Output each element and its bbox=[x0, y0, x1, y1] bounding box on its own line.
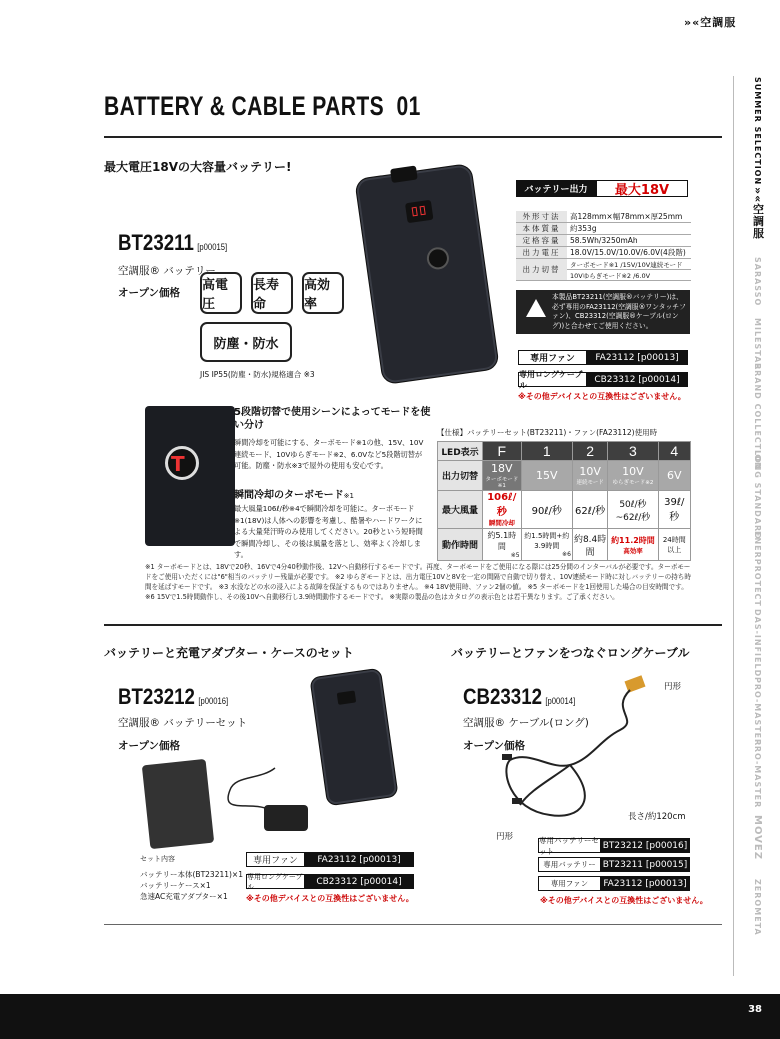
cable-compat-fan: 専用ファン FA23112 [p00013] bbox=[538, 876, 690, 891]
feature-badge-efficiency: 高効率 bbox=[302, 272, 344, 314]
spec-row: 本体質量 約353g bbox=[516, 223, 691, 235]
cable-image bbox=[490, 670, 690, 830]
sidebar-item-long[interactable]: LONG STANDARD bbox=[753, 450, 762, 540]
compat-cable: 専用ロングケーブル CB23312 [p00014] bbox=[518, 372, 688, 387]
footnotes: ※1 ターボモードとは、18Vで20秒、16Vで4分40秒動作後、12Vへ自動移行するモードです。再度、ターボモードをご使用になる際には25分間のインターバルが必要です。ターボモードをご使用いただくには"6"相当のバッテリー残量が必要です。 ※2 ゆらぎモードとは、出力電圧10Vと8Vを一定の間隔で自動で切り替え、10V連続モード時に対しバッテリーの持ち時間を延ばすモードです。 ※3 水没などの水の浸入による故障を保証するものではありません。 ※4 18V使用時、ファン2個の値。 ※5 ターボモードを1回使用した場合の目安時間です。 ※6 15Vで1.5時間動作し、その後10Vへ自動移行し3.9時間動作するモードです。 ※実際の製品の色はカタログの表示色とは若干異なります。ご了承ください。 bbox=[145, 563, 691, 601]
set-compat-fan: 専用ファン FA23112 [p00013] bbox=[246, 852, 414, 867]
section1-price: オープン価格 bbox=[118, 287, 181, 299]
sidebar-item-enerprotect[interactable]: ENERPROTECT bbox=[753, 531, 762, 607]
bottom-rule bbox=[104, 924, 722, 925]
table-row: 最大風量 106ℓ/秒 瞬間冷却 90ℓ/秒 62ℓ/秒 50ℓ/秒 ~62ℓ/秒 39ℓ/秒 bbox=[438, 491, 691, 529]
section2-headline: バッテリーと充電アダプター・ケースのセット bbox=[104, 646, 354, 660]
output-label: バッテリー出力 bbox=[516, 180, 596, 197]
title-rule bbox=[104, 136, 722, 138]
spec-table bbox=[516, 211, 691, 281]
compat-note: ※その他デバイスとの互換性はございません。 bbox=[518, 392, 686, 401]
brand-logo: »«空調服 bbox=[684, 16, 737, 29]
battery-led-display bbox=[405, 200, 434, 223]
sidebar-item-das[interactable]: DAS-INFIELD bbox=[753, 608, 762, 678]
cable-compat-battery: 専用バッテリー BT23211 [p00015] bbox=[538, 857, 690, 872]
sidebar-item-kuchofuku[interactable]: »«空調服 bbox=[751, 186, 765, 240]
output-value: 最大18V bbox=[596, 180, 688, 197]
sidebar-item-brand[interactable]: BRAND COLLECTION bbox=[753, 362, 762, 470]
spec-row: 出力電圧 18.0V/15.0V/10.0V/6.0V(4段階) bbox=[516, 247, 691, 259]
jis-note: JIS IP55(防塵・防水)規格適合 ※3 bbox=[200, 370, 315, 379]
set-compat-cable: 専用ロングケーブル CB23312 [p00014] bbox=[246, 874, 414, 889]
brand-sidebar bbox=[733, 76, 780, 976]
battery-image bbox=[354, 163, 500, 385]
section3-price: オープン価格 bbox=[463, 740, 526, 752]
spec-row: 外形寸法 高128mm×幅78mm×厚25mm bbox=[516, 211, 691, 223]
mode-table bbox=[437, 441, 691, 561]
sidebar-item-milestar[interactable]: MILESTAR bbox=[753, 317, 762, 371]
mode-title: 5段階切替で使用シーンによってモードを使い分け bbox=[234, 407, 431, 431]
table-row: 動作時間 約5.1時間 ※5 約1.5時間+約3.9時間 ※6 約8.4時間 約11.2時間 高効率 24時間以上 bbox=[438, 529, 691, 561]
page-footer bbox=[0, 994, 780, 1039]
sidebar-item-sarasso[interactable]: SARASSO bbox=[753, 257, 762, 307]
label-round-top: 円形 bbox=[664, 682, 682, 692]
sidebar-item-pro1[interactable]: PRO-MASTER bbox=[753, 677, 762, 747]
section1-product-name: 空調服® バッテリー bbox=[118, 265, 216, 277]
list-item: 急速AC充電アダプター×1 bbox=[140, 892, 228, 901]
spec-row: 10Vゆらぎモード※2 /6.0V bbox=[516, 270, 691, 281]
set-compat-note: ※その他デバイスとの互換性はございません。 bbox=[246, 894, 414, 903]
page-title: BATTERY & CABLE PARTS 01 bbox=[104, 91, 421, 121]
turbo-description: 最大風量106ℓ/秒※4で瞬間冷却を可能に。ターボモード※1(18V)は人体への影響を考慮し、酷暑やハードワークによる大量発汗時のみ使用してください。20秒という短時間で瞬間冷却し、その後は風量を落とし、効率よく冷却します。 bbox=[234, 504, 423, 559]
section3-headline: バッテリーとファンをつなぐロングケーブル bbox=[451, 646, 690, 660]
sidebar-item-summer[interactable]: SUMMER SELECTION bbox=[753, 76, 762, 186]
sidebar-item-pro2[interactable]: PRO-MASTER bbox=[753, 739, 762, 809]
list-item: バッテリー本体(BT23211)×1 bbox=[140, 870, 243, 879]
table-row: LED表示 F 1 2 3 4 bbox=[438, 442, 691, 461]
section1-headline: 最大電圧18Vの大容量バッテリー! bbox=[104, 160, 292, 174]
set-list bbox=[140, 869, 243, 902]
table-row: 出力切替 18V ターボモード※1 15V 10V 連続モード 10V ゆらぎモード※2 6V bbox=[438, 461, 691, 491]
section3-model: CB23312 [p00014] bbox=[463, 684, 576, 709]
feature-badge-waterproof: 防塵・防水 bbox=[200, 322, 292, 362]
warning-icon bbox=[526, 299, 546, 317]
section2-model: BT23212 [p00016] bbox=[118, 684, 229, 709]
battery-case-image bbox=[142, 759, 214, 849]
spec-row: 出力切替 ターボモード※1 /15V/10V連続モード bbox=[516, 259, 691, 270]
section2-price: オープン価格 bbox=[118, 740, 181, 752]
section3-product-name: 空調服® ケーブル(ロング) bbox=[463, 717, 589, 729]
section1-model: BT23211 [p00015] bbox=[118, 230, 228, 255]
battery-connector bbox=[390, 166, 418, 183]
adapter-cable-image bbox=[210, 760, 290, 820]
label-round-bottom: 円形 bbox=[496, 832, 514, 842]
cable-compat-set: 専用バッテリーセット BT23212 [p00016] bbox=[538, 838, 690, 853]
warning-box: 本製品BT23211(空調服®バッテリー)は、必ず専用のFA23112(空調服®ワンタッチファン)、CB23312(空調服®ケーブル(ロング))と合わせてご使用ください。 bbox=[516, 290, 690, 334]
turbo-title: 瞬間冷却のターボモード※1 bbox=[234, 490, 354, 501]
battery-set-image bbox=[309, 668, 398, 807]
mode-description: 瞬間冷却を可能にする、ターボモード※1の他、15V、10V連続モード、10Vゆらぎモード※2、6.0Vなど5段階切替が可能。防塵・防水※3で屋外の使用も安心です。 bbox=[234, 438, 424, 470]
sidebar-item-movez[interactable]: MOVEZ bbox=[752, 815, 763, 861]
table-caption: 【仕様】バッテリーセット(BT23211)・ファン(FA23112)使用時 bbox=[437, 428, 658, 437]
power-button-icon bbox=[426, 246, 451, 271]
cable-compat-note: ※その他デバイスとの互換性はございません。 bbox=[540, 896, 708, 905]
feature-badge-voltage: 高電圧 bbox=[200, 272, 242, 314]
section-rule bbox=[104, 624, 722, 626]
compat-fan: 専用ファン FA23112 [p00013] bbox=[518, 350, 688, 365]
feature-badge-life: 長寿命 bbox=[251, 272, 293, 314]
cable-length: 長さ/約120cm bbox=[628, 812, 686, 822]
page-number: 38 bbox=[748, 1004, 762, 1015]
battery-closeup-image: T bbox=[145, 406, 235, 546]
set-title: セット内容 bbox=[140, 855, 175, 863]
sidebar-item-zerometa[interactable]: ZEROMETA bbox=[753, 878, 762, 936]
spec-row: 定格容量 58.5Wh/3250mAh bbox=[516, 235, 691, 247]
section2-product-name: 空調服® バッテリーセット bbox=[118, 717, 248, 729]
list-item: バッテリーケース×1 bbox=[140, 881, 211, 890]
